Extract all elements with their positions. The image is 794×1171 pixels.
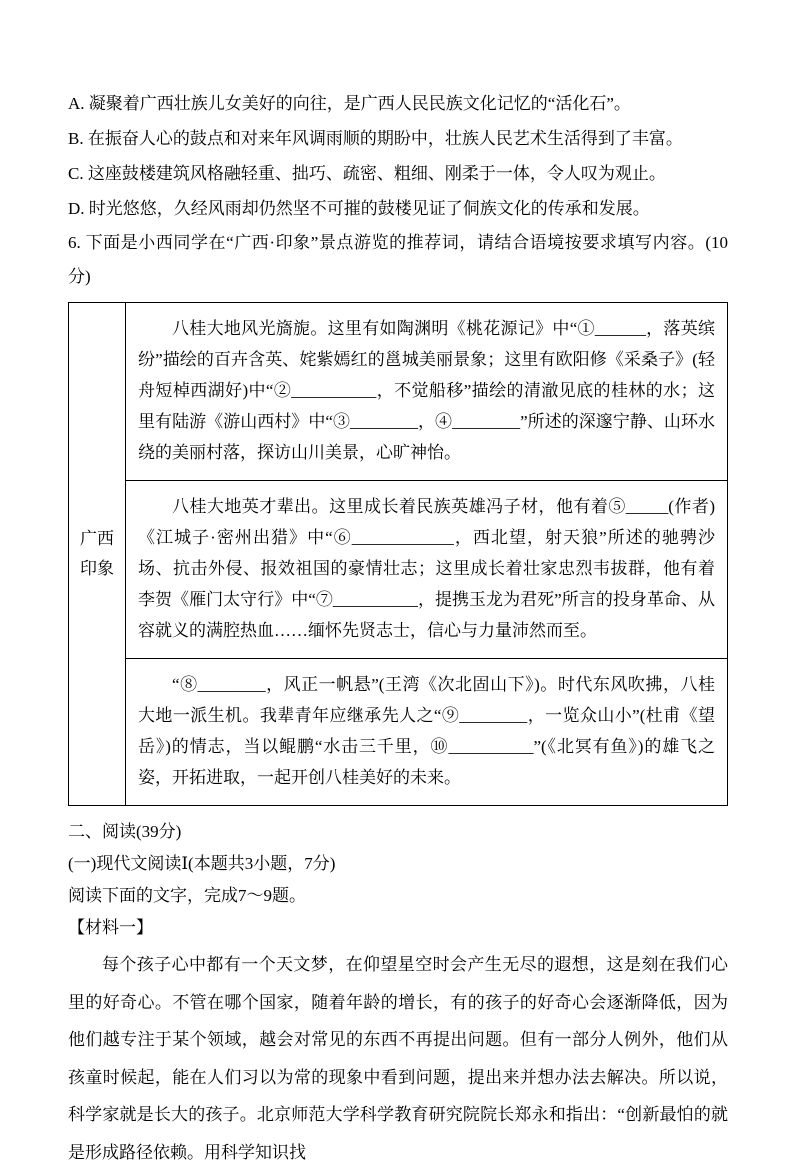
option-c: C. 这座鼓楼建筑风格融轻重、拙巧、疏密、粗细、刚柔于一体，令人叹为观止。 bbox=[68, 164, 666, 183]
section-2-instruction: 阅读下面的文字，完成7～9题。 bbox=[68, 886, 306, 905]
table-cell-text: 八桂大地风光旖旎。这里有如陶渊明《桃花源记》中“①______，落英缤纷”描绘的百卉含英、姹紫嫣红的邕城美丽景象；这里有欧阳修《采桑子》(轻舟短棹西湖好)中“②__________，不觉船移”描绘的清澈见底的桂林的水；这里有陆游《游山西村》中“③________，④________”所述的深邃宁静、山环水绕的美丽村落，探访山川美景，心旷神怡。 bbox=[138, 319, 715, 462]
table-row bbox=[69, 481, 728, 659]
option-b: B. 在振奋人心的鼓点和对来年风调雨顺的期盼中，壮族人民艺术生活得到了丰富。 bbox=[68, 129, 683, 148]
table-cell-heroes bbox=[126, 481, 728, 659]
option-a: A. 凝聚着广西壮族儿女美好的向往，是广西人民民族文化记忆的“活化石”。 bbox=[68, 94, 631, 113]
option-d: D. 时光悠悠，久经风雨却仍然坚不可摧的鼓楼见证了侗族文化的传承和发展。 bbox=[68, 199, 650, 218]
question-6: 6. 下面是小西同学在“广西·印象”景点游览的推荐词，请结合语境按要求填写内容。(10分) bbox=[68, 233, 728, 286]
table-row bbox=[69, 303, 728, 481]
table-row-header: 广西印象 bbox=[69, 303, 126, 806]
table-cell-text: 八桂大地英才辈出。这里成长着民族英雄冯子材，他有着⑤_____(作者)《江城子·密州出猎》中“⑥____________，西北望，射天狼”所述的驰骋沙场、抗击外侵、报效祖国的豪情壮志；这里成长着壮家忠烈韦拔群，他有着李贺《雁门太守行》中“⑦__________，提携玉龙为君死”所言的投身革命、从容就义的满腔热血……缅怀先贤志士，信心与力量沛然而至。 bbox=[138, 497, 715, 640]
section-2-title: 二、阅读(39分) bbox=[68, 822, 182, 841]
section-2-subtitle: (一)现代文阅读Ⅰ(本题共3小题，7分) bbox=[68, 854, 336, 873]
material-1-label: 【材料一】 bbox=[68, 918, 153, 937]
table-row bbox=[69, 659, 728, 806]
table-cell-text: “⑧________，风正一帆悬”(王湾《次北固山下》)。时代东风吹拂，八桂大地一派生机。我辈青年应继承先人之“⑨________，一览众山小”(杜甫《望岳》)的情志，当以鲲鹏“水击三千里，⑩__________”(《北冥有鱼》)的雄飞之姿，开拓进取，一起开创八桂美好的未来。 bbox=[138, 675, 715, 787]
table-cell-future bbox=[126, 659, 728, 806]
guangxi-impression-table bbox=[68, 302, 728, 806]
table-cell-scenery bbox=[126, 303, 728, 481]
material-1-paragraph: 每个孩子心中都有一个天文梦，在仰望星空时会产生无尽的遐想，这是刻在我们心里的好奇心。不管在哪个国家，随着年龄的增长，有的孩子的好奇心会逐渐降低，因为他们越专注于某个领域，越会对常见的东西不再提出问题。但有一部分人例外，他们从孩童时候起，能在人们习以为常的现象中看到问题，提出来并想办法去解决。所以说，科学家就是长大的孩子。北京师范大学科学教育研究院院长郑永和指出：“创新最怕的就是形成路径依赖。用科学知识找 bbox=[68, 955, 728, 1162]
choice-options bbox=[68, 86, 728, 226]
